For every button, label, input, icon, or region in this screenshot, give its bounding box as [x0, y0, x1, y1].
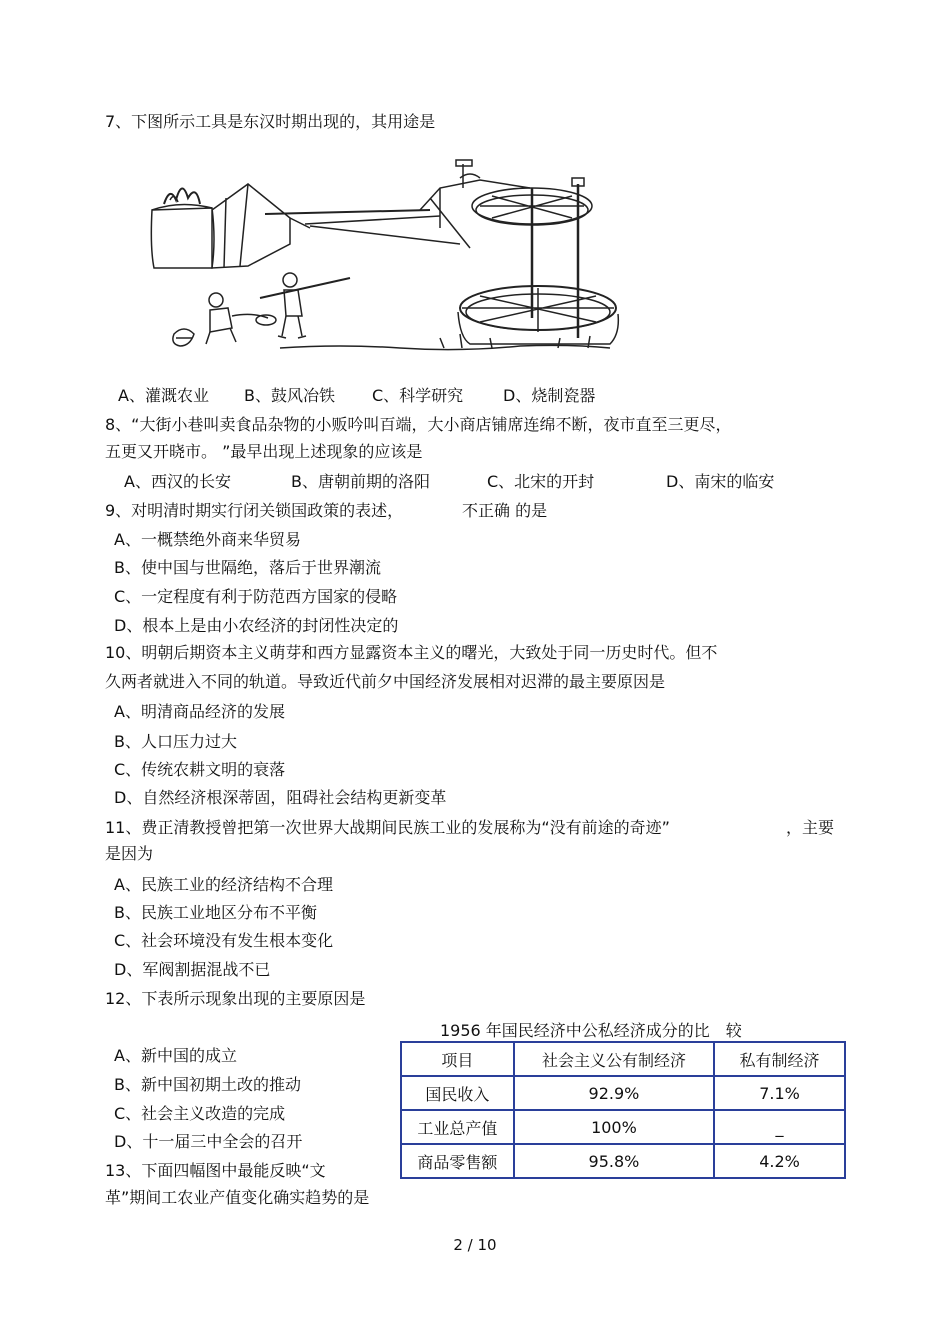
q8-option-b: B、唐朝前期的洛阳: [291, 472, 430, 491]
table-header-row: [401, 1042, 845, 1076]
q7-option-d: D、烧制瓷器: [503, 386, 596, 405]
q11-option-a: A、民族工业的经济结构不合理: [114, 875, 333, 894]
q13-line2: 革”期间工农业产值变化确实趋势的是: [105, 1188, 370, 1207]
q11-option-b: B、民族工业地区分布不平衡: [114, 903, 317, 922]
table-cell: 7.1%: [714, 1076, 845, 1110]
economy-comparison-table: [400, 1041, 846, 1179]
table-cell: _: [714, 1110, 845, 1144]
q11-option-d: D、军阀割据混战不已: [114, 960, 271, 979]
q7-option-c: C、科学研究: [372, 386, 464, 405]
table-row: [401, 1110, 845, 1144]
q11-line1-end: ，主要: [786, 818, 835, 837]
q8-option-a: A、西汉的长安: [124, 472, 231, 491]
table-header-cell: 私有制经济: [714, 1042, 845, 1076]
table-header-cell: 项目: [401, 1042, 514, 1076]
table-caption: 1956 年国民经济中公私经济成分的比 较: [440, 1021, 742, 1040]
table-row: [401, 1076, 845, 1110]
q9-text-emphasis: 不正确 的是: [462, 501, 548, 520]
q9-option-a: A、一概禁绝外商来华贸易: [114, 530, 301, 549]
q12-option-a: A、新中国的成立: [114, 1046, 237, 1065]
q10-line1: 10、明朝后期资本主义萌芽和西方显露资本主义的曙光，大致处于同一历史时代。但不: [105, 643, 718, 662]
q11-line2: 是因为: [105, 844, 154, 863]
table-header-cell: 社会主义公有制经济: [514, 1042, 714, 1076]
q8-line2: 五更又开晓市。 ”最早出现上述现象的应该是: [105, 442, 423, 461]
table-row: [401, 1144, 845, 1178]
q9-option-c: C、一定程度有利于防范西方国家的侵略: [114, 587, 398, 606]
q10-option-b: B、人口压力过大: [114, 732, 237, 751]
table-cell: 95.8%: [514, 1144, 714, 1178]
q7-text: 7、下图所示工具是东汉时期出现的，其用途是: [105, 112, 436, 131]
q12-text: 12、下表所示现象出现的主要原因是: [105, 989, 366, 1008]
q10-option-a: A、明清商品经济的发展: [114, 702, 285, 721]
table-cell: 92.9%: [514, 1076, 714, 1110]
table-cell: 工业总产值: [401, 1110, 514, 1144]
q8-option-c: C、北宋的开封: [487, 472, 595, 491]
page-number: 2 / 10: [453, 1236, 497, 1254]
q10-option-d: D、自然经济根深蒂固，阻碍社会结构更新变革: [114, 788, 447, 807]
q12-option-b: B、新中国初期土改的推动: [114, 1075, 301, 1094]
q10-option-c: C、传统农耕文明的衰落: [114, 760, 286, 779]
q12-option-c: C、社会主义改造的完成: [114, 1104, 286, 1123]
q9-text: 9、对明清时期实行闭关锁国政策的表述，: [105, 501, 404, 520]
table-cell: 国民收入: [401, 1076, 514, 1110]
table-cell: 商品零售额: [401, 1144, 514, 1178]
bellows-machine-illustration: [140, 148, 620, 360]
table-cell: 4.2%: [714, 1144, 845, 1178]
q7-option-b: B、鼓风冶铁: [244, 386, 335, 405]
q8-line1: 8、“大街小巷叫卖食品杂物的小贩吟叫百端，大小商店铺席连绵不断，夜市直至三更尽，: [105, 415, 732, 434]
q8-option-d: D、南宋的临安: [666, 472, 775, 491]
q12-option-d: D、十一届三中全会的召开: [114, 1132, 303, 1151]
q11-option-c: C、社会环境没有发生根本变化: [114, 931, 334, 950]
q11-line1: 11、费正清教授曾把第一次世界大战期间民族工业的发展称为“没有前途的奇迹”: [105, 818, 670, 837]
q10-line2: 久两者就进入不同的轨道。导致近代前夕中国经济发展相对迟滞的最主要原因是: [105, 672, 666, 691]
q13-line1: 13、下面四幅图中最能反映“文: [105, 1161, 326, 1180]
q9-option-d: D、根本上是由小农经济的封闭性决定的: [114, 616, 399, 635]
q7-option-a: A、灌溉农业: [118, 386, 209, 405]
q9-option-b: B、使中国与世隔绝，落后于世界潮流: [114, 558, 381, 577]
table-cell: 100%: [514, 1110, 714, 1144]
